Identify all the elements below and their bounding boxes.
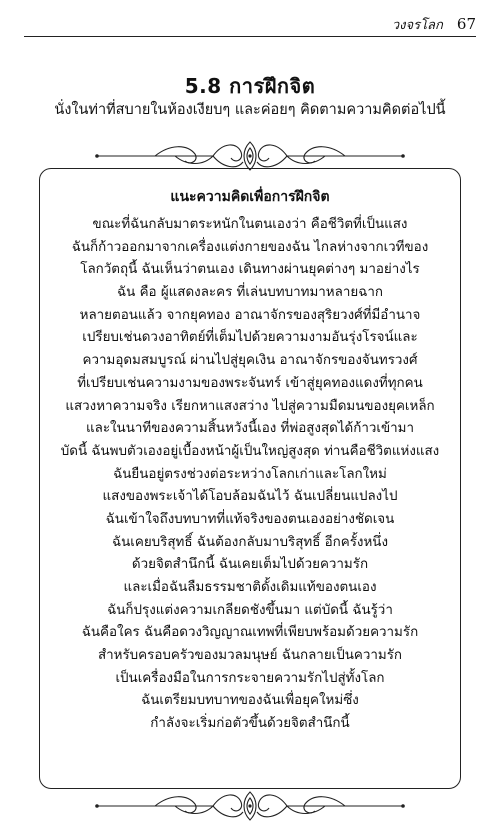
- text-line: ที่เปรียบเช่นความงามของพระจันทร์ เข้าสู่ยุคทองแดงที่ทุกคน: [77, 375, 423, 391]
- text-line: ฉันคือใคร ฉันคือดวงวิญญาณเทพที่เพียบพร้อมด้วยความรัก: [81, 625, 419, 641]
- text-line: ขณะที่ฉันกลับมาตระหนักในตนเองว่า คือชีวิตที่เป็นแสง: [92, 217, 408, 232]
- text-line: แสงของพระเจ้าได้โอบล้อมฉันไว้ ฉันเปลี่ยนแปลงไป: [102, 489, 398, 505]
- text-line: ด้วยจิตสำนึกนี้ ฉันเคยเต็มไปด้วยความรัก: [131, 557, 369, 573]
- text-line: โลกวัตถุนี้ ฉันเห็นว่าตนเอง เดินทางผ่านยุคต่างๆ มาอย่างไร: [80, 262, 420, 278]
- text-line: ฉันยืนอยู่ตรงช่วงต่อระหว่างโลกเก่าและโลกใหม่: [113, 466, 387, 482]
- section-title: 5.8 การฝึกจิต: [184, 74, 316, 98]
- section-intro: นั่งในท่าที่สบายในห้องเงียบๆ และค่อยๆ คิดตามความคิดต่อไปนี้: [54, 102, 446, 118]
- text-line: และเมื่อฉันลืมธรรมชาติดั้งเดิมแท้ของตนเอง: [123, 580, 377, 595]
- text-line: สำหรับครอบครัวของมวลมนุษย์ ฉันกลายเป็นความรัก: [97, 648, 403, 664]
- text-line: ความอุดมสมบูรณ์ ผ่านไปสู่ยุคเงิน อาณาจักรของจันทรวงศ์: [82, 353, 418, 369]
- text-line: ฉันก็ปรุงแต่งความเกลียดชังขึ้นมา แต่บัดนี้ ฉันรู้ว่า: [107, 602, 393, 618]
- text-line: ฉันก็ก้าวออกมาจากเครื่องแต่งกายของฉัน ไกลห่างจากเวทีของ: [71, 239, 429, 255]
- text-line: แสวงหาความจริง เรียกหาแสงสว่าง ไปสู่ความมืดมนของยุคเหล็ก: [65, 398, 435, 414]
- text-line: ฉันเข้าใจถึงบทบาทที่แท้จริงของตนเองอย่างชัดเจน: [105, 511, 395, 527]
- exercise-text: [0, 214, 500, 736]
- page-header: [392, 14, 476, 35]
- box-title: แนะความคิดเพื่อการฝึกจิต: [170, 189, 330, 205]
- text-line: กำลังจะเริ่มก่อตัวขึ้นด้วยจิตสำนึกนี้: [150, 716, 350, 732]
- running-title: วงจรโลก: [391, 18, 443, 33]
- text-line: เปรียบเช่นดวงอาทิตย์ที่เต็มไปด้วยความงามอันรุ่งโรจน์และ: [82, 330, 418, 346]
- text-line: ฉัน คือ ผู้แสดงละคร ที่เล่นบทบาทมาหลายฉาก: [117, 285, 383, 301]
- text-line: และในนาทีของความสิ้นหวังนี้เอง ที่พ่อสูงสุดได้ก้าวเข้ามา: [85, 421, 414, 437]
- text-line: ฉันเคยบริสุทธิ์ ฉันต้องกลับมาบริสุทธิ์ อีกครั้งหนึ่ง: [112, 534, 388, 550]
- text-line: บัดนี้ ฉันพบตัวเองอยู่เบื้องหน้าผู้เป็นใหญ่สูงสุด ท่านคือชีวิตแห่งแสง: [60, 443, 440, 459]
- text-line: ฉันเตรียมบทบาทของฉันเพื่อยุคใหม่ซึ่ง: [141, 693, 359, 709]
- scroll-divider-ornament-bottom: [95, 786, 405, 826]
- text-line: หลายตอนแล้ว จากยุคทอง อาณาจักรของสุริยวงศ์ที่มีอำนาจ: [79, 307, 421, 323]
- page-number: 67: [456, 15, 476, 33]
- header-rule: [24, 36, 476, 37]
- text-line: เป็นเครื่องมือในการกระจายความรักไปสู่ทั้งโลก: [115, 670, 385, 686]
